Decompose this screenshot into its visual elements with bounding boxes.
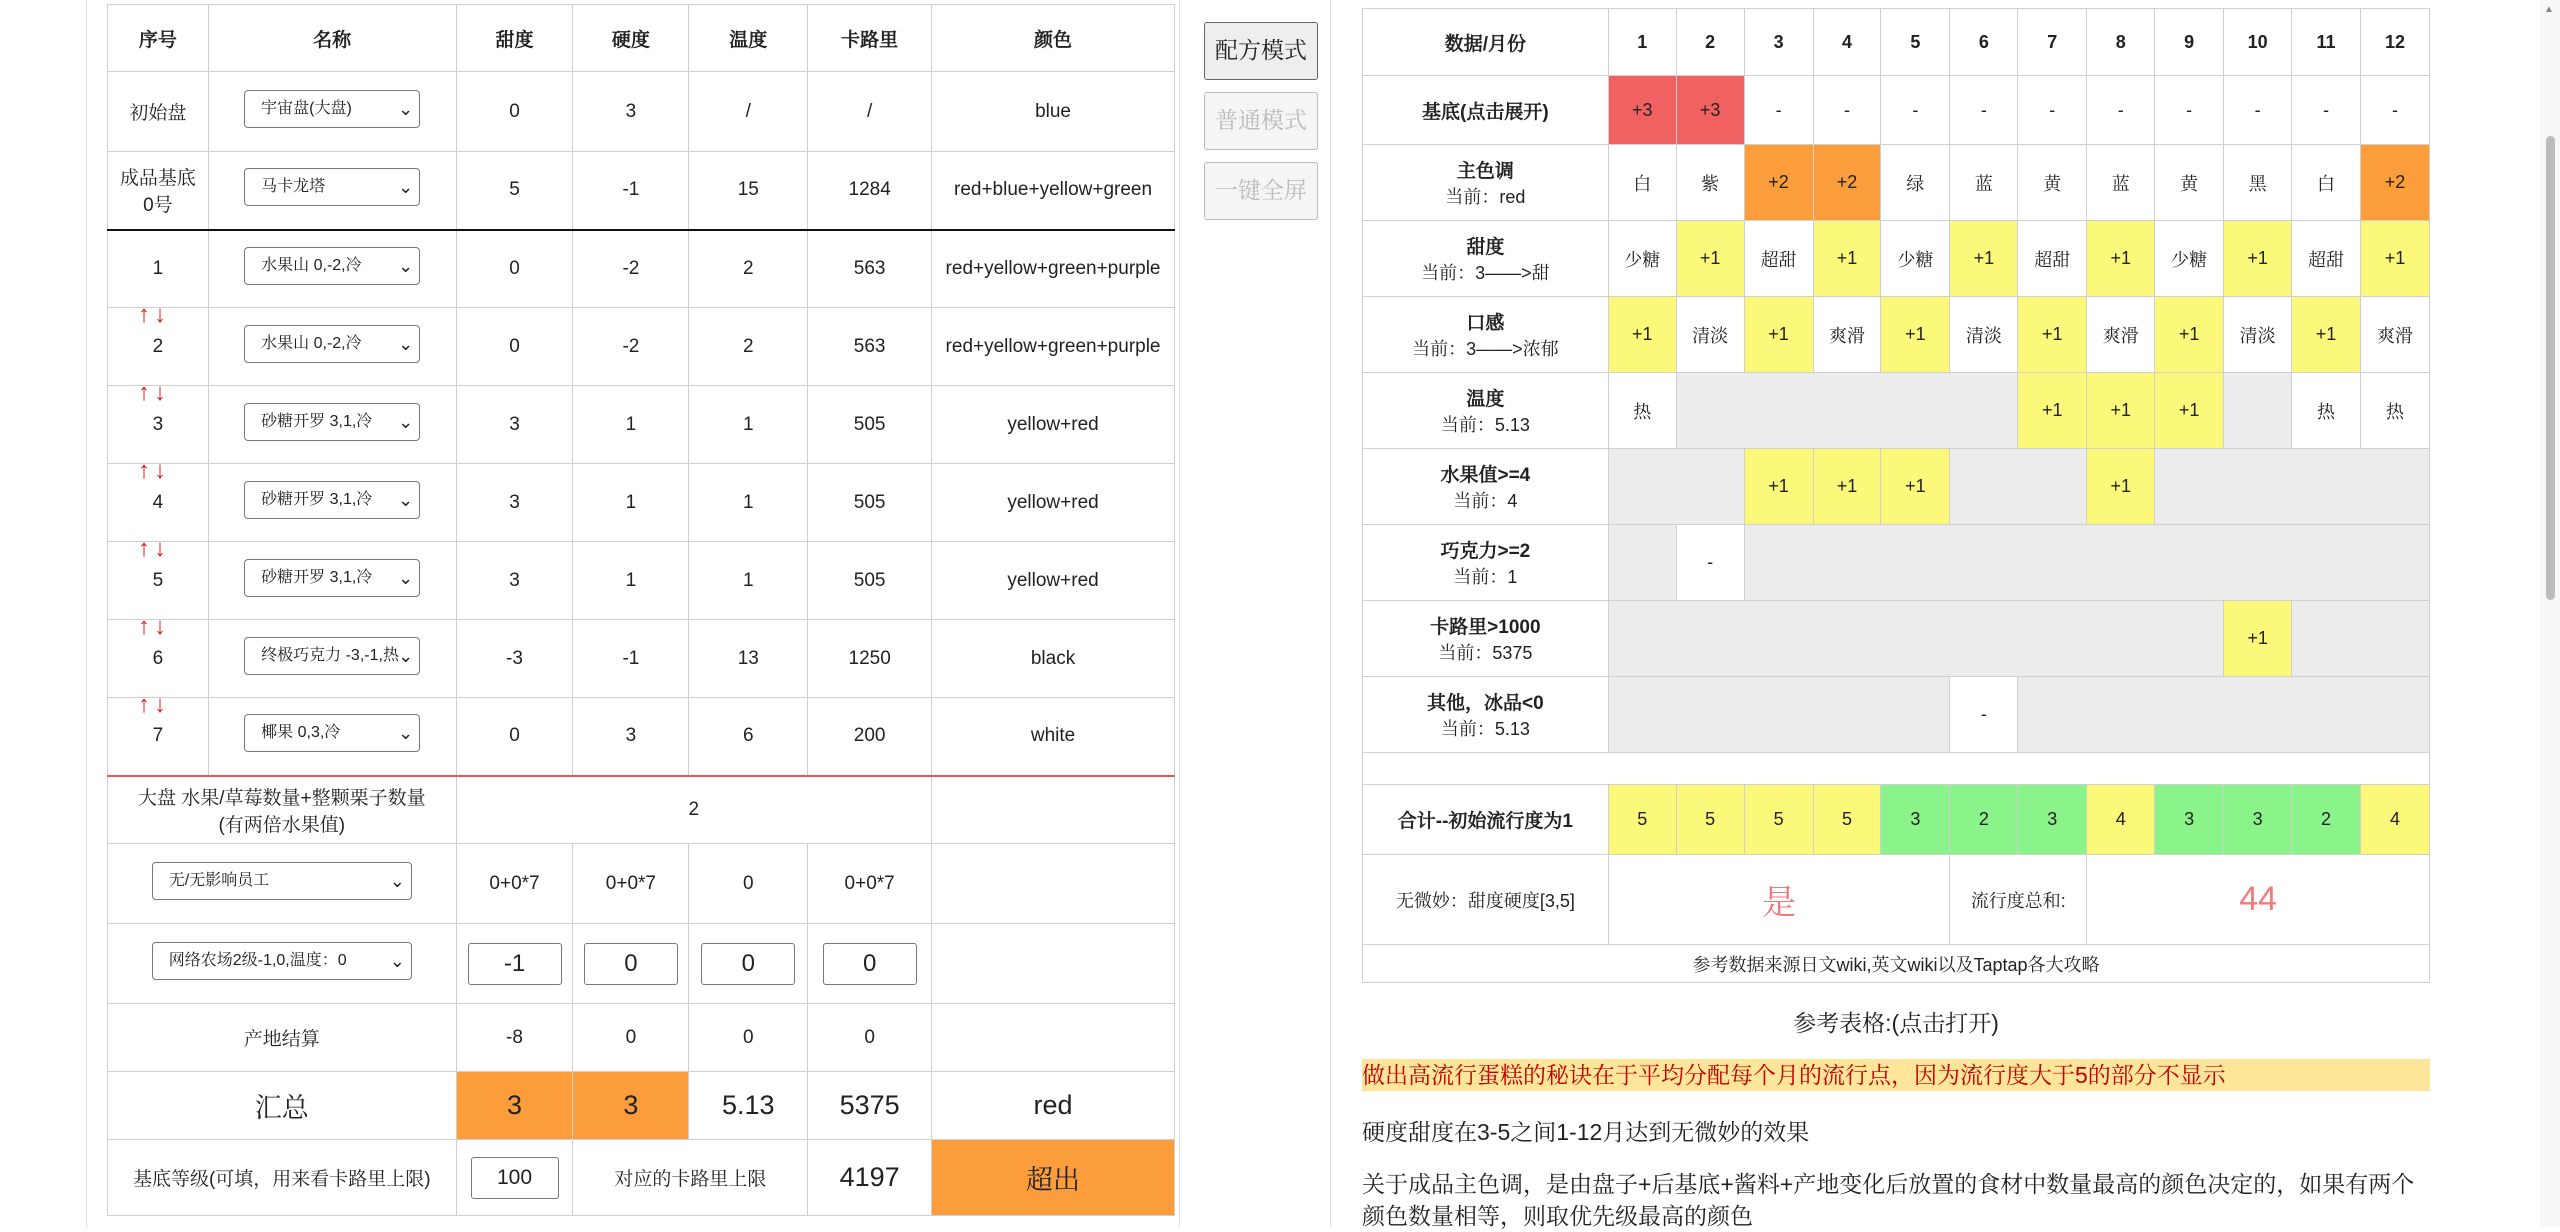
choco-row [1363,525,2430,601]
month-cell: - [2360,76,2429,145]
month-header: 2 [1676,9,1744,76]
month-cell: 爽滑 [2360,297,2429,373]
month-cell-empty [2155,449,2430,525]
month-cell: - [1950,677,2018,753]
chevron-down-icon: ⌄ [398,411,414,432]
chevron-down-icon: ⌄ [398,177,414,198]
base-sweet: 5 [456,152,573,230]
origin-label: 产地结算 [108,1004,457,1072]
recipe-table [107,4,1175,1216]
ingredient-hard: 1 [573,386,689,464]
col-header-index: 序号 [108,5,209,72]
month-cell: 蓝 [2087,145,2155,221]
spacer-row [1363,753,2430,785]
ingredient-row [108,386,1175,464]
month-cell: - [1813,76,1881,145]
initial-sweet: 0 [456,72,573,152]
chevron-down-icon: ⌄ [398,255,414,276]
total-hard: 3 [573,1072,689,1140]
scroll-up-icon[interactable]: ▲ [2544,4,2554,15]
month-header: 8 [2087,9,2155,76]
col-header-color: 颜色 [932,5,1175,72]
texture-row [1363,297,2430,373]
initial-color: blue [932,72,1175,152]
fruit-req-label: 水果值>=4 当前：4 [1363,449,1609,525]
month-cell: 超甜 [1744,221,1813,297]
month-cell: +1 [1608,297,1676,373]
farm-select-value: 网络农场2级-1,0,温度：0 [168,951,347,969]
total-cal: 5375 [808,1072,932,1140]
ingredient-hard: 1 [573,542,689,620]
farm-sweet-input[interactable]: -1 [468,943,562,985]
origin-temp: 0 [689,1004,808,1072]
ingredient-select-value: 砂糖开罗 3,1,冷 [261,490,373,508]
farm-row [108,924,1175,1004]
month-cell: +1 [2087,373,2155,449]
chevron-down-icon: ⌄ [398,489,414,510]
level-row [108,1140,1175,1216]
col-header-hard: 硬度 [573,5,689,72]
ingredient-index: 7 [108,698,209,776]
other-label: 其他，冰品<0 当前：5.13 [1363,677,1609,753]
month-header: 3 [1744,9,1813,76]
month-cell-empty [1676,373,2018,449]
month-cell: +1 [2087,449,2155,525]
farm-select[interactable] [152,942,412,980]
staff-select-value: 无/无影响员工 [168,871,270,889]
ingredient-color: white [932,698,1175,776]
month-cell: 爽滑 [1813,297,1881,373]
ingredient-row [108,620,1175,698]
ingredient-select[interactable] [244,325,420,363]
month-cell-empty [1608,449,1744,525]
ingredient-sweet: 3 [456,386,573,464]
plate-select[interactable] [244,90,420,128]
chevron-down-icon: ⌄ [398,645,414,666]
origin-sweet: -8 [456,1004,573,1072]
chevron-down-icon: ⌄ [389,950,405,971]
month-cell: 热 [2292,373,2361,449]
initial-temp: / [689,72,808,152]
reorder-arrows-icon[interactable]: ↑↓ [138,379,170,406]
month-header: 6 [1950,9,2018,76]
ingredient-sweet: 0 [456,698,573,776]
month-cell: 白 [2292,145,2361,221]
month-header: 1 [1608,9,1676,76]
vertical-scrollbar[interactable] [2540,0,2560,1227]
month-cell: - [2087,76,2155,145]
month-cell: 热 [1608,373,1676,449]
ingredient-hard: 1 [573,464,689,542]
month-cell: 清淡 [1676,297,1744,373]
ingredient-sweet: 3 [456,464,573,542]
month-cell: 黑 [2224,145,2292,221]
month-cell: - [2155,76,2224,145]
ingredient-select[interactable] [244,637,420,675]
month-cell-empty [2224,373,2292,449]
ingredient-temp: 1 [689,464,808,542]
total-color: red [932,1072,1175,1140]
sum-cell: 5 [1676,785,1744,855]
ingredient-index: 6 ↑↓ [108,620,209,698]
ingredient-select-value: 终极巧克力 -3,-1,热 [261,646,399,664]
month-cell: 少糖 [1881,221,1950,297]
total-temp: 5.13 [689,1072,808,1140]
month-cell: +1 [2155,373,2224,449]
fruit-label: 大盘 水果/草莓数量+整颗栗子数量 (有两倍水果值) [108,776,457,844]
ingredient-color: red+yellow+green+purple [932,308,1175,386]
fullscreen-button[interactable]: 一键全屏 [1204,162,1318,220]
cal-req-label: 卡路里>1000 当前：5375 [1363,601,1609,677]
popularity-total: 44 [2087,855,2430,945]
chevron-down-icon: ⌄ [398,98,414,119]
sum-row [1363,785,2430,855]
initial-label: 初始盘 [108,72,209,152]
month-cell: +2 [2360,145,2429,221]
ingredient-index: 2 ↑↓ [108,308,209,386]
month-header: 10 [2224,9,2292,76]
ingredient-hard: -2 [573,230,689,308]
farm-cal-input[interactable]: 0 [823,943,917,985]
wonder-row [1363,855,2430,945]
month-cell: 热 [2360,373,2429,449]
temp-row [1363,373,2430,449]
month-cell: - [2018,76,2087,145]
ref-table-link[interactable]: 参考表格:(点击打开) [1793,1010,1999,1036]
ingredient-color: red+yellow+green+purple [932,230,1175,308]
ingredient-cal: 200 [808,698,932,776]
reorder-arrows-icon[interactable]: ↑↓ [138,535,170,562]
month-cell: - [1881,76,1950,145]
month-cell-empty [1608,601,2223,677]
month-cell: +1 [1813,221,1881,297]
base-expand-label[interactable]: 基底(点击展开) [1363,76,1609,145]
month-header: 12 [2360,9,2429,76]
ingredient-select-value: 砂糖开罗 3,1,冷 [261,568,373,586]
base-label: 成品基底 0号 [108,152,209,230]
month-cell: 超甜 [2018,221,2087,297]
sum-cell: 4 [2360,785,2429,855]
initial-hard: 3 [573,72,689,152]
month-cell-empty [1950,449,2087,525]
sum-label: 合计--初始流行度为1 [1363,785,1609,855]
level-label: 基底等级(可填，用来看卡路里上限) [108,1140,457,1216]
month-cell: +1 [1881,449,1950,525]
month-header: 9 [2155,9,2224,76]
month-cell: +3 [1676,76,1744,145]
recipe-header-row [108,5,1175,72]
cal-status: 超出 [932,1140,1175,1216]
month-header-label: 数据/月份 [1363,9,1609,76]
main-color-row [1363,145,2430,221]
month-cell: +1 [2087,221,2155,297]
month-cell: +1 [2224,221,2292,297]
sum-cell: 2 [1950,785,2018,855]
month-cell: +1 [2018,297,2087,373]
month-cell: 超甜 [2292,221,2361,297]
month-cell: +1 [1950,221,2018,297]
sweet-row [1363,221,2430,297]
month-cell-empty [2292,601,2430,677]
ingredient-select[interactable] [244,481,420,519]
reorder-arrows-icon[interactable]: ↑↓ [138,301,170,328]
fruit-row [108,776,1175,844]
recipe-mode-button[interactable]: 配方模式 [1204,22,1318,80]
temp-label: 温度 当前：5.13 [1363,373,1609,449]
base-hard: -1 [573,152,689,230]
sum-cell: 4 [2087,785,2155,855]
month-cell: - [1950,76,2018,145]
chevron-down-icon: ⌄ [398,333,414,354]
ingredient-temp: 13 [689,620,808,698]
fruit-req-row [1363,449,2430,525]
month-header: 5 [1881,9,1950,76]
month-cell-empty [2018,677,2430,753]
reorder-arrows-icon[interactable]: ↑↓ [138,613,170,640]
ingredient-temp: 2 [689,308,808,386]
normal-mode-button[interactable]: 普通模式 [1204,92,1318,150]
ingredient-select[interactable] [244,714,420,752]
sum-cell: 5 [1813,785,1881,855]
tip-popularity: 做出高流行蛋糕的秘诀在于平均分配每个月的流行点，因为流行度大于5的部分不显示 [1362,1059,2430,1091]
month-cell: +1 [2292,297,2361,373]
ingredient-cal: 505 [808,542,932,620]
ingredient-color: yellow+red [932,542,1175,620]
fruit-value: 2 [456,776,932,844]
month-cell-empty [1608,525,1676,601]
origin-cal: 0 [808,1004,932,1072]
ingredient-color: yellow+red [932,386,1175,464]
base-select-value: 马卡龙塔 [261,178,326,196]
sum-cell: 2 [2292,785,2361,855]
ingredient-color: black [932,620,1175,698]
month-cell: +1 [2018,373,2087,449]
month-header: 4 [1813,9,1881,76]
ingredient-sweet: -3 [456,620,573,698]
col-header-temp: 温度 [689,5,808,72]
wonder-value: 是 [1608,855,1950,945]
month-cell: 黄 [2018,145,2087,221]
month-cell: 绿 [1881,145,1950,221]
sum-cell: 5 [1744,785,1813,855]
total-sweet: 3 [456,1072,573,1140]
tip-main-color: 关于成品主色调，是由盘子+后基底+酱料+产地变化后放置的食材中数量最高的颜色决定的，如果有两个颜色数量相等，则取优先级最高的颜色 [1362,1171,2415,1229]
staff-cal: 0+0*7 [808,844,932,924]
month-cell: 紫 [1676,145,1744,221]
month-cell: - [2292,76,2361,145]
month-cell: 少糖 [2155,221,2224,297]
reorder-arrows-icon[interactable]: ↑↓ [138,691,170,718]
ingredient-index: 5 ↑↓ [108,542,209,620]
initial-cal: / [808,72,932,152]
month-cell: +1 [1744,297,1813,373]
month-cell: 少糖 [1608,221,1676,297]
texture-label: 口感 当前：3——>浓郁 [1363,297,1609,373]
ingredient-select-value: 砂糖开罗 3,1,冷 [261,412,373,430]
chevron-down-icon: ⌄ [389,870,405,891]
ingredient-row [108,542,1175,620]
month-cell: - [2224,76,2292,145]
month-cell: +1 [2224,601,2292,677]
ingredient-hard: -1 [573,620,689,698]
month-cell: - [1744,76,1813,145]
month-cell: +1 [1813,449,1881,525]
wonder-label: 无微妙：甜度硬度[3,5] [1363,855,1609,945]
choco-label: 巧克力>=2 当前：1 [1363,525,1609,601]
ingredient-hard: -2 [573,308,689,386]
ingredient-cal: 563 [808,230,932,308]
ingredient-cal: 505 [808,386,932,464]
main-color-label: 主色调 当前：red [1363,145,1609,221]
month-header-row [1363,9,2430,76]
ingredient-row [108,308,1175,386]
month-cell: 清淡 [1950,297,2018,373]
ingredient-row [108,230,1175,308]
ingredient-select-value: 水果山 0,-2,冷 [261,256,362,274]
base-expand-row[interactable] [1363,76,2430,145]
ingredient-temp: 1 [689,386,808,464]
ingredient-index: 1 ↑↓ [108,230,209,308]
month-cell-empty [1744,525,2429,601]
ingredient-sweet: 0 [456,230,573,308]
reorder-arrows-icon[interactable]: ↑↓ [138,457,170,484]
origin-row [108,1004,1175,1072]
ingredient-temp: 2 [689,230,808,308]
sweet-label: 甜度 当前：3——>甜 [1363,221,1609,297]
base-color: red+blue+yellow+green [932,152,1175,230]
mode-buttons [1204,22,1328,232]
sum-cell: 3 [2018,785,2087,855]
month-cell: +1 [1744,449,1813,525]
farm-hard-input[interactable]: 0 [584,943,678,985]
sum-cell: 3 [2224,785,2292,855]
staff-sweet: 0+0*7 [456,844,573,924]
chevron-down-icon: ⌄ [398,723,414,744]
ingredient-row [108,464,1175,542]
popularity-table [1362,8,2430,983]
ingredient-select[interactable] [244,247,420,285]
farm-temp-input[interactable]: 0 [701,943,795,985]
staff-select[interactable] [152,862,412,900]
month-cell: 清淡 [2224,297,2292,373]
origin-hard: 0 [573,1004,689,1072]
ingredient-sweet: 3 [456,542,573,620]
month-cell: 白 [1608,145,1676,221]
staff-hard: 0+0*7 [573,844,689,924]
initial-plate-row [108,72,1175,152]
month-cell: +1 [1676,221,1744,297]
ingredient-select[interactable] [244,559,420,597]
plate-select-value: 宇宙盘(大盘) [261,99,352,117]
month-cell-empty [1608,677,1950,753]
cal-limit-value: 4197 [808,1140,932,1216]
month-cell: 黄 [2155,145,2224,221]
ingredient-temp: 6 [689,698,808,776]
ingredient-hard: 3 [573,698,689,776]
col-header-sweet: 甜度 [456,5,573,72]
cal-req-row [1363,601,2430,677]
month-cell: +1 [2360,221,2429,297]
total-row [108,1072,1175,1140]
sum-cell: 5 [1608,785,1676,855]
ingredient-temp: 1 [689,542,808,620]
ingredient-cal: 563 [808,308,932,386]
ingredient-row [108,698,1175,776]
month-cell: +2 [1744,145,1813,221]
base-temp: 15 [689,152,808,230]
month-cell: +1 [1881,297,1950,373]
month-cell: +3 [1608,76,1676,145]
source-note: 参考数据来源日文wiki,英文wiki以及Taptap各大攻略 [1363,945,2430,983]
staff-temp: 0 [689,844,808,924]
month-cell: +2 [1813,145,1881,221]
ingredient-index: 3 ↑↓ [108,386,209,464]
col-header-name: 名称 [208,5,456,72]
staff-row [108,844,1175,924]
ingredient-sweet: 0 [456,308,573,386]
level-input[interactable]: 100 [471,1157,559,1199]
ingredient-select-value: 水果山 0,-2,冷 [261,334,362,352]
popularity-total-label: 流行度总和: [1950,855,2087,945]
ingredient-color: yellow+red [932,464,1175,542]
ingredient-cal: 505 [808,464,932,542]
source-row [1363,945,2430,983]
ingredient-select-value: 椰果 0,3,冷 [261,724,341,742]
sum-cell: 3 [2155,785,2224,855]
chevron-down-icon: ⌄ [398,567,414,588]
scrollbar-thumb[interactable] [2546,136,2555,600]
ingredient-index: 4 ↑↓ [108,464,209,542]
base-cal: 1284 [808,152,932,230]
month-header: 7 [2018,9,2087,76]
month-cell: - [1676,525,1744,601]
ingredient-cal: 1250 [808,620,932,698]
cal-limit-label: 对应的卡路里上限 [573,1140,808,1216]
total-label: 汇总 [108,1072,457,1140]
month-cell: 爽滑 [2087,297,2155,373]
sum-cell: 3 [1881,785,1950,855]
month-cell: 蓝 [1950,145,2018,221]
col-header-cal: 卡路里 [808,5,932,72]
base-select[interactable] [244,168,420,206]
month-cell: +1 [2155,297,2224,373]
ingredient-select[interactable] [244,403,420,441]
tip-hardness: 硬度甜度在3-5之间1-12月达到无微妙的效果 [1362,1119,1810,1145]
base-row [108,152,1175,230]
month-header: 11 [2292,9,2361,76]
other-row [1363,677,2430,753]
